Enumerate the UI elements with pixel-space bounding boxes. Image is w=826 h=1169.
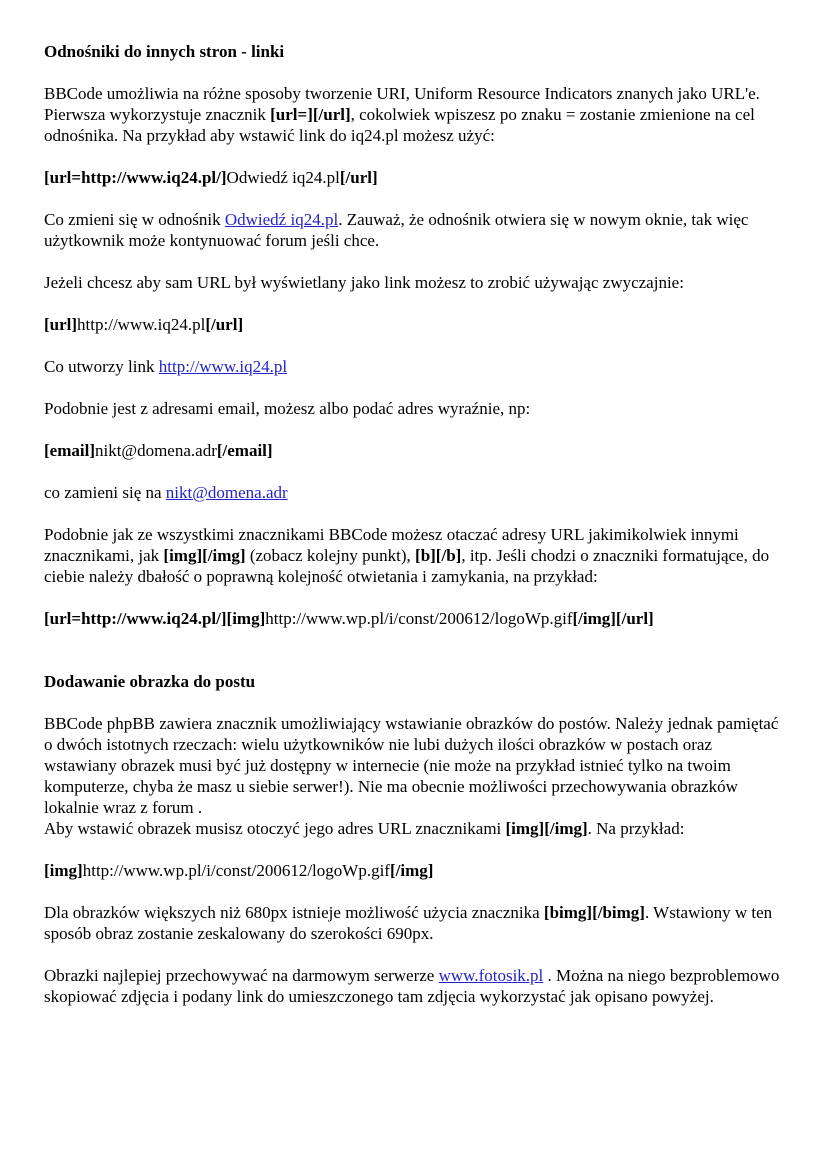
bbcode-tag: [img][/img] [505,819,588,838]
bbcode-tag: [bimg][/bimg] [543,903,645,922]
code-example-img [44,860,782,881]
text-run: . Można na niego bezproblemowo skopiować zdjęcia i podany link do umieszczonego tam zdjęcia wykorzystać jak opisano powyżej. [44,966,780,1006]
text-run: . Zauważ, że odnośnik otwiera się w nowym oknie, tak więc użytkownik może kontynuować forum jeśli chce. [44,210,749,250]
paragraph-nesting-tags [44,524,782,587]
text-run: . Na przykład: [587,819,685,838]
link-email-nikt-domena[interactable]: nikt@domena.adr [165,483,288,502]
link-www-fotosik[interactable]: www.fotosik.pl [438,966,544,985]
text-run: Dla obrazków większych niż 680px istnieje możliwość użycia znacznika [44,903,544,922]
bbcode-tag: [/url] [205,315,244,334]
text-run: http://www.iq24.pl [77,315,206,334]
bbcode-tag: [/email] [216,441,273,460]
code-example-url-named [44,167,782,188]
bbcode-tag: [/url] [339,168,378,187]
text-run: , cokolwiek wpiszesz po znaku = zostanie zmienione na cel odnośnika. Na przykład aby wstawić link do iq24.pl możesz użyć: [44,105,755,145]
text-run: . Wstawiony w ten sposób obraz zostanie zeskalowany do szerokości 690px. [44,903,773,943]
text-run: Co utworzy link [44,357,159,376]
bbcode-tag: [url] [44,315,78,334]
bbcode-tag: [/img] [389,861,434,880]
text-run: http://www.wp.pl/i/const/200612/logoWp.gif [265,609,573,628]
text-run: co zamieni się na [44,483,166,502]
text-run: Jeżeli chcesz aby sam URL był wyświetlany jako link możesz to zrobić używając zwyczajnie: [44,273,684,292]
text-run: http://www.wp.pl/i/const/200612/logoWp.gif [82,861,390,880]
bbcode-tag: [email] [44,441,95,460]
text-run: Odwiedź iq24.pl [226,168,340,187]
paragraph-img-intro [44,713,782,839]
code-example-url-img [44,608,782,629]
paragraph-bimg [44,902,782,944]
bbcode-tag: [img][/img] [163,546,246,565]
bbcode-tag: [img] [44,861,83,880]
text-run: BBCode umożliwia na różne sposoby tworzenie URI, Uniform Resource Indicators znanych jako URL'e. Pierwsza wykorzystuje znacznik [44,84,760,124]
section-heading-links [44,41,782,62]
text-run: Podobnie jak ze wszystkimi znacznikami BBCode możesz otaczać adresy URL jakimikolwiek innymi znacznikami, jak [44,525,739,565]
paragraph-email-intro [44,398,782,419]
section-heading-images [44,671,782,692]
text-run: , itp. Jeśli chodzi o znaczniki formatujące, do ciebie należy dbałość o poprawną kolejność otwietania i zamykania, na przykład: [44,546,770,586]
code-example-email [44,440,782,461]
paragraph-plain-url-result [44,356,782,377]
bbcode-tag: [/img][/url] [572,609,654,628]
text-run: Co zmieni się w odnośnik [44,210,225,229]
bbcode-tag: [url=][/url] [270,105,351,124]
bbcode-tag: [url=http://www.iq24.pl/][img] [44,609,266,628]
text-run: BBCode phpBB zawiera znacznik umożliwiający wstawianie obrazków do postów. Należy jednak pamiętać o dwóch istotnych rzeczach: wielu użytkowników nie lubi dużych ilości obrazków w postach oraz wstawiany obrazek musi być już dostępny w internecie (nie może na przykład istnieć tylko na twoim komputerze, chyba że masz u siebie serwer!). Nie ma obecnie możliwości przechowywania obrazków lokalnie wraz z forum . [44,714,779,817]
text-run: Obrazki najlepiej przechowywać na darmowym serwerze [44,966,439,985]
code-example-url-plain [44,314,782,335]
paragraph-plain-url-intro [44,272,782,293]
text-run: Dodawanie obrazka do postu [44,672,256,691]
link-odwiedz-iq24[interactable]: Odwiedź iq24.pl [224,210,339,229]
paragraph-email-result [44,482,782,503]
bbcode-tag: [url=http://www.iq24.pl/] [44,168,227,187]
text-run: Odnośniki do innych stron - linki [44,42,285,61]
paragraph-link-result [44,209,782,251]
paragraph-url-intro [44,83,782,146]
text-run: Aby wstawić obrazek musisz otoczyć jego adres URL znacznikami [44,819,506,838]
link-www-iq24[interactable]: http://www.iq24.pl [158,357,288,376]
text-run: (zobacz kolejny punkt), [245,546,416,565]
paragraph-fotosik [44,965,782,1007]
text-run: Podobnie jest z adresami email, możesz albo podać adres wyraźnie, np: [44,399,531,418]
bbcode-tag: [b][/b] [415,546,462,565]
text-run: nikt@domena.adr [94,441,217,460]
